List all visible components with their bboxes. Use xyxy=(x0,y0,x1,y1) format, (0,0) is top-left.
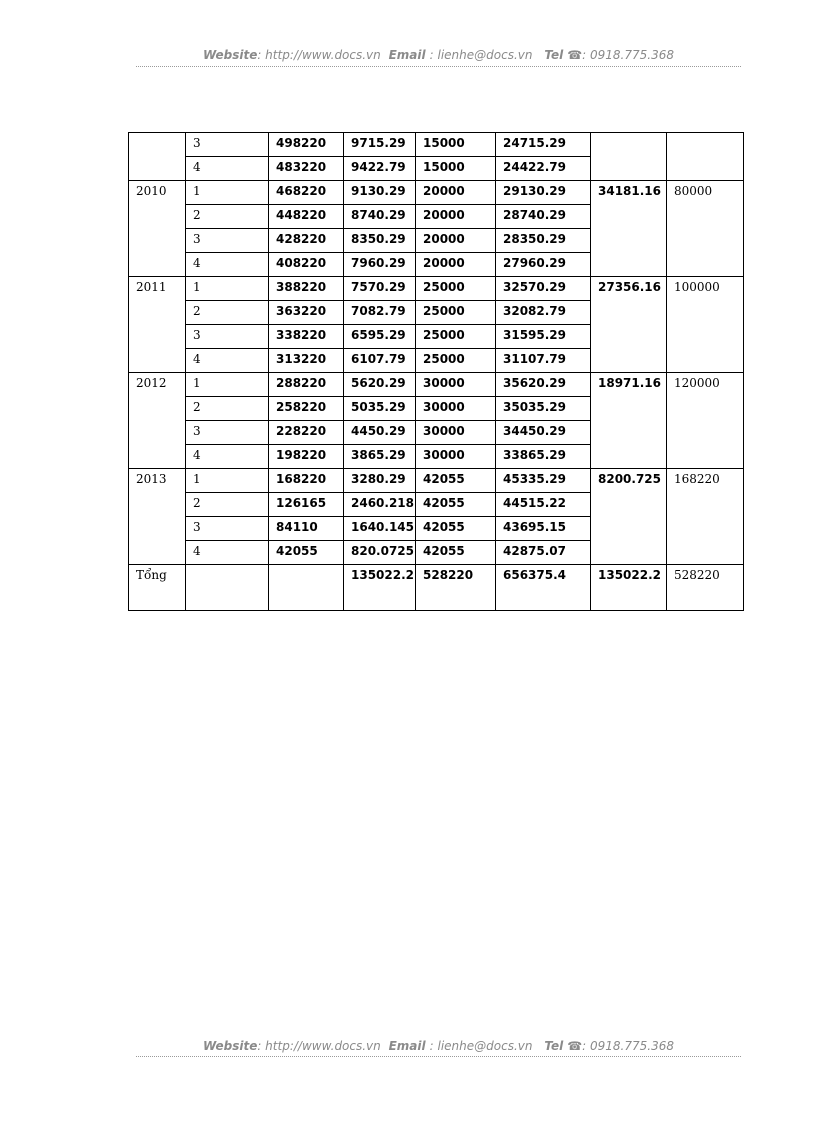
balance-cell: 288220 xyxy=(269,373,344,397)
principal-cell: 20000 xyxy=(416,229,496,253)
quarter-cell: 1 xyxy=(186,373,269,397)
quarter-cell: 3 xyxy=(186,517,269,541)
balance-cell: 498220 xyxy=(269,133,344,157)
data-table xyxy=(128,132,744,611)
phone-icon: ☎ xyxy=(567,48,583,62)
annual-principal-cell: 80000 xyxy=(667,181,744,277)
footer-email-label: Email xyxy=(388,1039,426,1053)
principal-cell: 15000 xyxy=(416,157,496,181)
principal-cell: 25000 xyxy=(416,301,496,325)
principal-cell: 42055 xyxy=(416,517,496,541)
quarter-cell: 1 xyxy=(186,181,269,205)
principal-cell: 42055 xyxy=(416,493,496,517)
payment-cell: 24715.29 xyxy=(496,133,591,157)
interest-cell: 5035.29 xyxy=(344,397,416,421)
principal-cell: 20000 xyxy=(416,253,496,277)
balance-cell: 408220 xyxy=(269,253,344,277)
principal-cell: 20000 xyxy=(416,181,496,205)
interest-cell: 6107.79 xyxy=(344,349,416,373)
balance-cell: 168220 xyxy=(269,469,344,493)
table-row xyxy=(129,133,744,157)
total-cell: 135022.2 xyxy=(344,565,416,611)
year-cell: 2011 xyxy=(129,277,186,373)
year-cell xyxy=(129,133,186,181)
balance-cell: 448220 xyxy=(269,205,344,229)
balance-cell: 126165 xyxy=(269,493,344,517)
annual-principal-cell xyxy=(667,133,744,181)
phone-icon: ☎ xyxy=(567,1039,583,1053)
header-email-value[interactable]: : lienhe@docs.vn xyxy=(429,48,533,62)
annual-interest-cell: 18971.16 xyxy=(591,373,667,469)
interest-cell: 820.0725 xyxy=(344,541,416,565)
annual-interest-cell: 8200.725 xyxy=(591,469,667,565)
principal-cell: 42055 xyxy=(416,541,496,565)
table-body xyxy=(129,133,744,611)
balance-cell: 468220 xyxy=(269,181,344,205)
footer-website-url[interactable]: : http://www.docs.vn xyxy=(257,1039,381,1053)
payment-cell: 31595.29 xyxy=(496,325,591,349)
payment-cell: 33865.29 xyxy=(496,445,591,469)
quarter-cell: 4 xyxy=(186,253,269,277)
year-cell: 2010 xyxy=(129,181,186,277)
quarter-cell: 3 xyxy=(186,325,269,349)
interest-cell: 7960.29 xyxy=(344,253,416,277)
total-cell xyxy=(269,565,344,611)
quarter-cell: 4 xyxy=(186,349,269,373)
total-cell: 656375.4 xyxy=(496,565,591,611)
interest-cell: 8350.29 xyxy=(344,229,416,253)
interest-cell: 2460.218 xyxy=(344,493,416,517)
annual-interest-cell xyxy=(591,133,667,181)
balance-cell: 258220 xyxy=(269,397,344,421)
total-label: Tổng xyxy=(129,565,186,611)
table-row xyxy=(129,469,744,493)
total-cell: 135022.2 xyxy=(591,565,667,611)
interest-cell: 7082.79 xyxy=(344,301,416,325)
principal-cell: 30000 xyxy=(416,445,496,469)
year-cell: 2012 xyxy=(129,373,186,469)
principal-cell: 20000 xyxy=(416,205,496,229)
interest-cell: 9130.29 xyxy=(344,181,416,205)
payment-cell: 32570.29 xyxy=(496,277,591,301)
interest-cell: 9715.29 xyxy=(344,133,416,157)
header-tel-label: Tel xyxy=(544,48,564,62)
interest-cell: 9422.79 xyxy=(344,157,416,181)
balance-cell: 42055 xyxy=(269,541,344,565)
interest-cell: 3865.29 xyxy=(344,445,416,469)
interest-cell: 8740.29 xyxy=(344,205,416,229)
principal-cell: 30000 xyxy=(416,373,496,397)
payment-cell: 32082.79 xyxy=(496,301,591,325)
footer-email-value[interactable]: : lienhe@docs.vn xyxy=(429,1039,533,1053)
payment-cell: 35035.29 xyxy=(496,397,591,421)
total-cell: 528220 xyxy=(416,565,496,611)
payment-cell: 43695.15 xyxy=(496,517,591,541)
total-cell xyxy=(186,565,269,611)
payment-cell: 28740.29 xyxy=(496,205,591,229)
table-row xyxy=(129,277,744,301)
payment-cell: 24422.79 xyxy=(496,157,591,181)
table-row xyxy=(129,181,744,205)
quarter-cell: 2 xyxy=(186,493,269,517)
page-footer xyxy=(136,1039,741,1053)
annual-interest-cell: 34181.16 xyxy=(591,181,667,277)
quarter-cell: 2 xyxy=(186,301,269,325)
header-tel-value: : 0918.775.368 xyxy=(582,48,674,62)
annual-interest-cell: 27356.16 xyxy=(591,277,667,373)
principal-cell: 30000 xyxy=(416,421,496,445)
quarter-cell: 4 xyxy=(186,157,269,181)
balance-cell: 428220 xyxy=(269,229,344,253)
principal-cell: 15000 xyxy=(416,133,496,157)
principal-cell: 25000 xyxy=(416,325,496,349)
interest-cell: 5620.29 xyxy=(344,373,416,397)
quarter-cell: 4 xyxy=(186,445,269,469)
interest-cell: 3280.29 xyxy=(344,469,416,493)
payment-cell: 29130.29 xyxy=(496,181,591,205)
table-row xyxy=(129,373,744,397)
balance-cell: 388220 xyxy=(269,277,344,301)
footer-tel-label: Tel xyxy=(544,1039,564,1053)
quarter-cell: 3 xyxy=(186,229,269,253)
year-cell: 2013 xyxy=(129,469,186,565)
payment-cell: 44515.22 xyxy=(496,493,591,517)
balance-cell: 338220 xyxy=(269,325,344,349)
principal-cell: 42055 xyxy=(416,469,496,493)
quarter-cell: 1 xyxy=(186,277,269,301)
principal-cell: 25000 xyxy=(416,277,496,301)
interest-cell: 7570.29 xyxy=(344,277,416,301)
interest-cell: 4450.29 xyxy=(344,421,416,445)
payment-cell: 28350.29 xyxy=(496,229,591,253)
balance-cell: 483220 xyxy=(269,157,344,181)
payment-cell: 35620.29 xyxy=(496,373,591,397)
header-divider xyxy=(136,66,741,67)
annual-principal-cell: 168220 xyxy=(667,469,744,565)
quarter-cell: 3 xyxy=(186,133,269,157)
total-row xyxy=(129,565,744,611)
payment-cell: 27960.29 xyxy=(496,253,591,277)
payment-cell: 45335.29 xyxy=(496,469,591,493)
balance-cell: 84110 xyxy=(269,517,344,541)
interest-cell: 6595.29 xyxy=(344,325,416,349)
header-website-url[interactable]: : http://www.docs.vn xyxy=(257,48,381,62)
payment-cell: 34450.29 xyxy=(496,421,591,445)
header-email-label: Email xyxy=(388,48,426,62)
total-cell: 528220 xyxy=(667,565,744,611)
balance-cell: 228220 xyxy=(269,421,344,445)
annual-principal-cell: 120000 xyxy=(667,373,744,469)
footer-divider xyxy=(136,1056,741,1057)
balance-cell: 363220 xyxy=(269,301,344,325)
quarter-cell: 2 xyxy=(186,397,269,421)
payment-cell: 42875.07 xyxy=(496,541,591,565)
balance-cell: 313220 xyxy=(269,349,344,373)
principal-cell: 30000 xyxy=(416,397,496,421)
balance-cell: 198220 xyxy=(269,445,344,469)
principal-cell: 25000 xyxy=(416,349,496,373)
quarter-cell: 1 xyxy=(186,469,269,493)
footer-tel-value: : 0918.775.368 xyxy=(582,1039,674,1053)
header-website-label: Website xyxy=(203,48,258,62)
footer-website-label: Website xyxy=(203,1039,258,1053)
annual-principal-cell: 100000 xyxy=(667,277,744,373)
payment-cell: 31107.79 xyxy=(496,349,591,373)
quarter-cell: 3 xyxy=(186,421,269,445)
quarter-cell: 4 xyxy=(186,541,269,565)
interest-cell: 1640.145 xyxy=(344,517,416,541)
quarter-cell: 2 xyxy=(186,205,269,229)
page-header xyxy=(136,48,741,62)
